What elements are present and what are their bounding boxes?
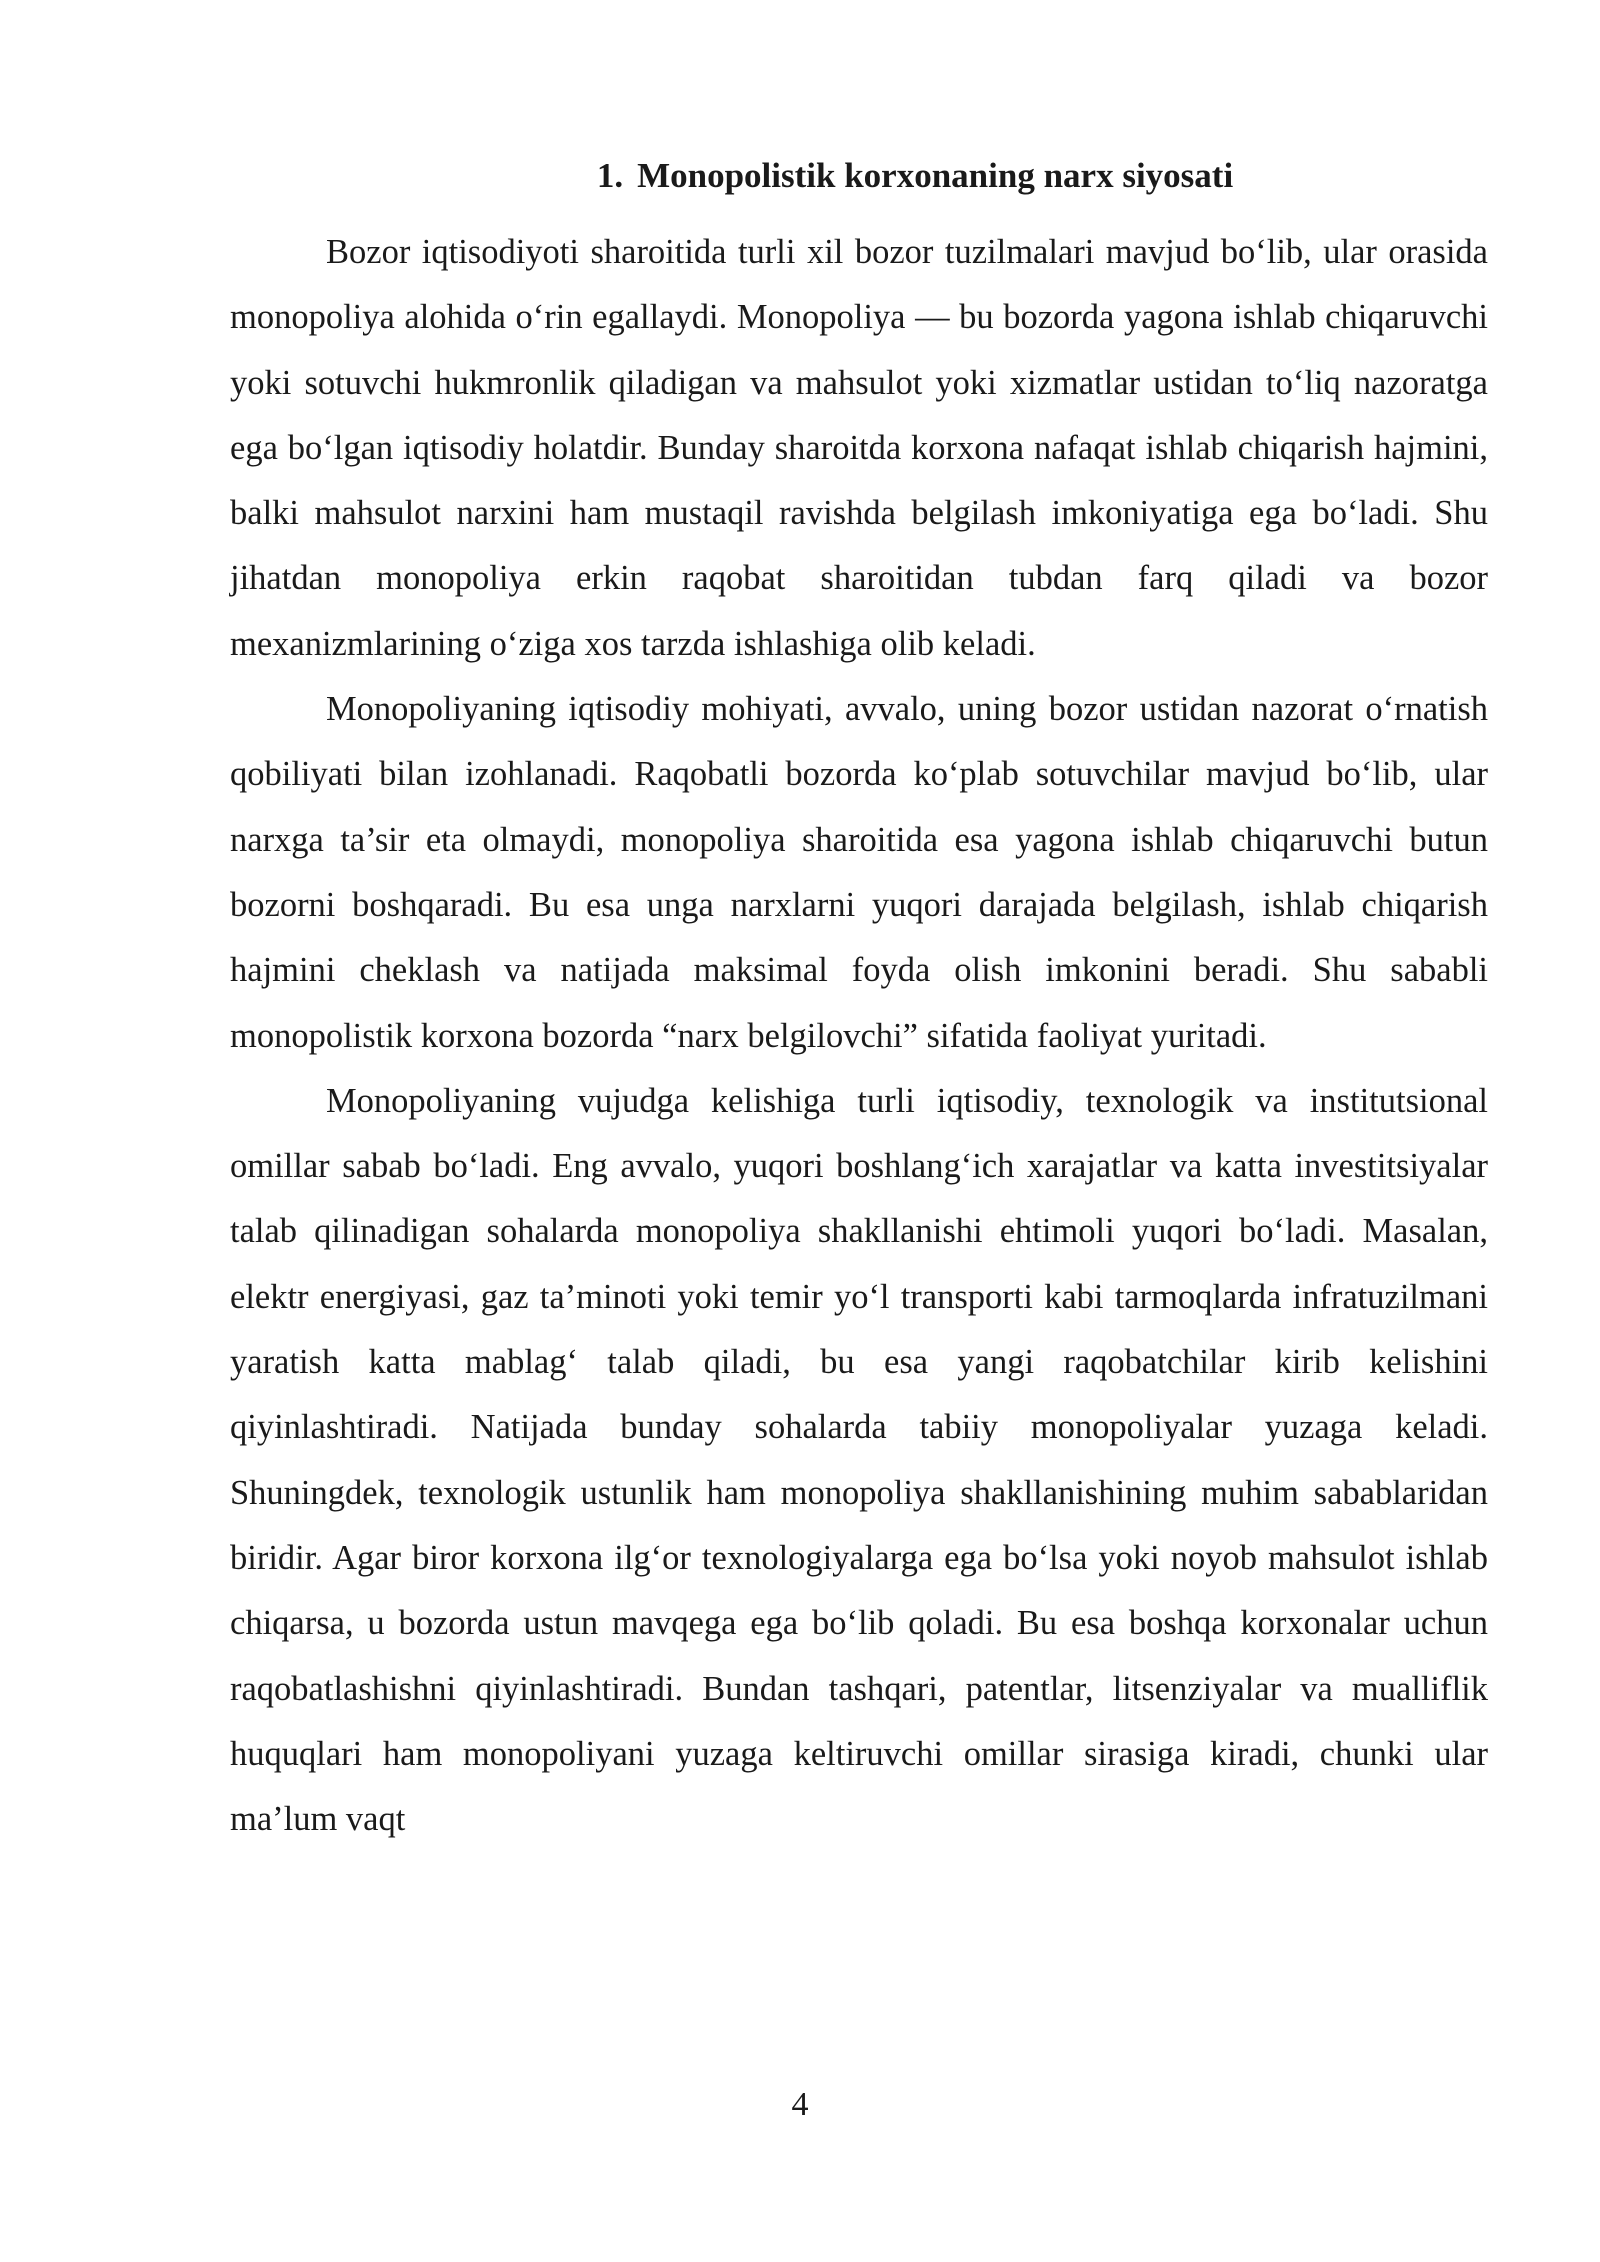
section-heading — [230, 148, 1488, 204]
section-number: 1. — [596, 156, 624, 195]
paragraph-3: Monopoliyaning vujudga kelishiga turli iqtisodiy, texnologik va institutsional omillar sabab bo‘ladi. Eng avvalo, yuqori boshlang‘ich xarajatlar va katta investitsiyalar talab qilinadigan sohalarda monopoliya shakllanishi ehtimoli yuqori bo‘ladi. Masalan, elektr energiyasi, gaz ta’minoti yoki temir yo‘l transporti kabi tarmoqlarda infratuzilmani yaratish katta mablag‘ talab qiladi, bu esa yangi raqobatchilar kirib kelishini qiyinlashtiradi. Natijada bunday sohalarda tabiiy monopoliyalar yuzaga keladi. Shuningdek, texnologik ustunlik ham monopoliya shakllanishining muhim sabablaridan biridir. Agar biror korxona ilg‘or texnologiyalarga ega bo‘lsa yoki noyob mahsulot ishlab chiqarsa, u bozorda ustun mavqega ega bo‘lib qoladi. Bu esa boshqa korxonalar uchun raqobatlashishni qiyinlashtiradi. Bundan tashqari, patentlar, litsenziyalar va mualliflik huquqlari ham monopoliyani yuzaga keltiruvchi omillar sirasiga kiradi, chunki ular ma’lum vaqt — [230, 1081, 1488, 1839]
paragraph-2: Monopoliyaning iqtisodiy mohiyati, avvalo, uning bozor ustidan nazorat o‘rnatish qobiliyati bilan izohlanadi. Raqobatli bozorda ko‘plab sotuvchilar mavjud bo‘lib, ular narxga ta’sir eta olmaydi, monopoliya sharoitida esa yagona ishlab chiqaruvchi butun bozorni boshqaradi. Bu esa unga narxlarni yuqori darajada belgilash, ishlab chiqarish hajmini cheklash va natijada maksimal foyda olish imkonini beradi. Shu sababli monopolistik korxona bozorda “narx belgilovchi” sifatida faoliyat yuritadi. — [230, 690, 1488, 1055]
section-title: Monopolistik korxonaning narx siyosati — [637, 156, 1234, 195]
page-number: 4 — [791, 2086, 809, 2123]
page-content — [230, 148, 1488, 1852]
paragraph-1: Bozor iqtisodiyoti sharoitida turli xil bozor tuzilmalari mavjud bo‘lib, ular orasida monopoliya alohida o‘rin egallaydi. Monopoliya — bu bozorda yagona ishlab chiqaruvchi yoki sotuvchi hukmronlik qiladigan va mahsulot yoki xizmatlar ustidan to‘liq nazoratga ega bo‘lgan iqtisodiy holatdir. Bunday sharoitda korxona nafaqat ishlab chiqarish hajmini, balki mahsulot narxini ham mustaqil ravishda belgilash imkoniyatiga ega bo‘ladi. Shu jihatdan monopoliya erkin raqobat sharoitidan tubdan farq qiladi va bozor mexanizmlarining o‘ziga xos tarzda ishlashiga olib keladi. — [230, 233, 1488, 663]
